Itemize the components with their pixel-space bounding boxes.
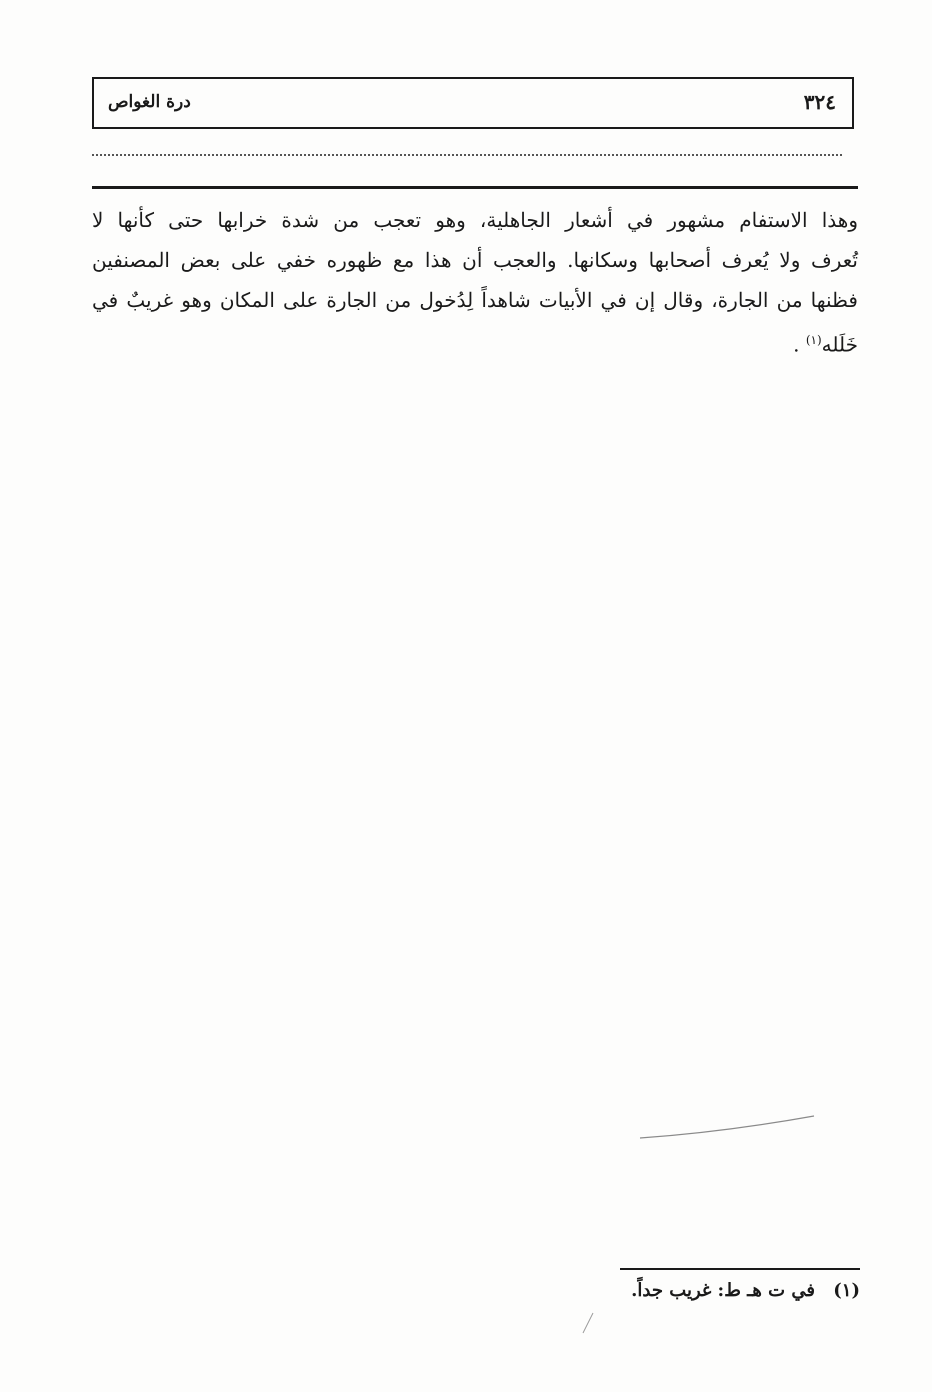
running-header bbox=[92, 77, 854, 129]
body-line-4-text: خَلَله bbox=[821, 332, 858, 357]
book-title: درة الغواص bbox=[108, 92, 191, 112]
footnote-reference: (١) bbox=[805, 333, 822, 347]
footnote bbox=[631, 1280, 860, 1301]
footnote-rule bbox=[620, 1268, 860, 1270]
scan-artifact-stroke bbox=[638, 1114, 816, 1140]
footnote-number: (١) bbox=[833, 1280, 860, 1301]
body-line-4 bbox=[92, 320, 858, 365]
section-rule bbox=[92, 186, 858, 189]
body-paragraph bbox=[92, 200, 858, 365]
page-number: ٣٢٤ bbox=[803, 90, 836, 114]
body-line-1: وهذا الاستفام مشهور في أشعار الجاهلية، وهو تعجب من شدة خرابها حتى كأنها لا bbox=[92, 208, 858, 232]
body-line-2: تُعرف ولا يُعرف أصحابها وسكانها. والعجب أن هذا مع ظهوره خفي على بعض المصنفين bbox=[92, 248, 858, 272]
scan-artifact-tick bbox=[582, 1312, 594, 1334]
body-line-4-end: . bbox=[793, 332, 800, 357]
footnote-text: في ت هـ ط: غريب جداً. bbox=[631, 1280, 815, 1301]
body-line-3: فظنها من الجارة، وقال إن في الأبيات شاهداً لِدُخول من الجارة على المكان وهو غريبٌ في bbox=[92, 288, 858, 312]
dotted-divider bbox=[92, 154, 842, 156]
